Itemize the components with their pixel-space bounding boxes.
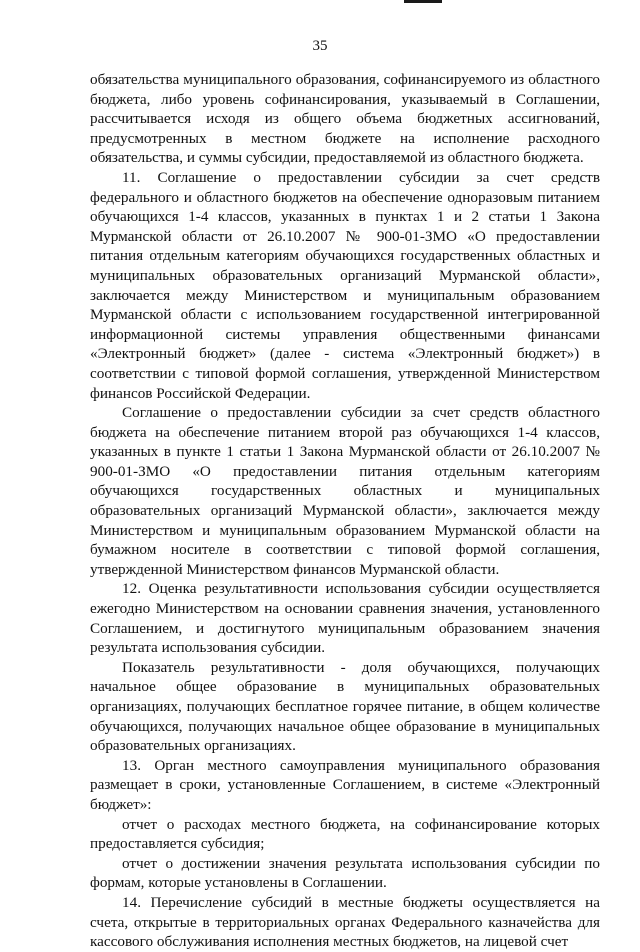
paragraph-expense-report: отчет о расходах местного бюджета, на софинансирование которых предоставляется субсидия; (90, 815, 600, 853)
scan-edge-mark (404, 0, 442, 3)
paragraph-clause-12: 12. Оценка результативности использования субсидии осуществляется ежегодно Министерством на основании сравнения значения, установленного Соглашением, и достигнутого муниципальным образованием значения результата использования субсидии. (90, 580, 600, 657)
paragraph-result-report: отчет о достижении значения результата использования субсидии по формам, которые установлены в Соглашении. (90, 854, 600, 892)
paragraph-clause-11-second-agreement: Соглашение о предоставлении субсидии за счет средств областного бюджета на обеспечение питанием второй раз обучающихся 1-4 классов, указанных в пункте 1 статьи 1 Закона Мурманской области от 26.10.2007 № 900-01-ЗМО «О предоставлении питания отдельным категориям обучающихся государственных областных и муниципальных образовательных организаций Мурманской области», заключается между Министерством и муниципальным образованием Мурманской области на бумажном носителе в соответствии с типовой формой соглашения, утвержденной Министерством финансов Мурманской области. (90, 404, 600, 578)
paragraph-continuation: обязательства муниципального образования, софинансируемого из областного бюджета, либо уровень софинансирования, указываемый в Соглашении, рассчитывается исходя из общего объема бюджетных ассигнований, предусмотренных в местном бюджете на исполнение расходного обязательства, и суммы субсидии, предоставляемой из областного бюджета. (90, 71, 600, 167)
paragraph-performance-indicator: Показатель результативности - доля обучающихся, получающих начальное общее образование в муниципальных образовательных организациях, получающих бесплатное горячее питание, в общем количестве обучающихся, получающих начальное общее образование в муниципальных образовательных организациях. (90, 658, 600, 755)
paragraph-clause-11: 11. Соглашение о предоставлении субсидии за счет средств федерального и областного бюджетов на обеспечение одноразовым питанием обучающихся 1-4 классов, указанных в пунктах 1 и 2 статьи 1 Закона Мурманской области от 26.10.2007 № 900-01-ЗМО «О предоставлении питания отдельным категориям обучающихся государственных областных и муниципальных образовательных организаций Мурманской области», заключается между Министерством и муниципальным образованием Мурманской области с использованием государственной интегрированной информационной системы управления общественными финансами «Электронный бюджет» (далее - система «Электронный бюджет») в соответствии с типовой формой соглашения, утвержденной Министерством финансов Российской Федерации. (90, 168, 600, 402)
paragraph-clause-14: 14. Перечисление субсидий в местные бюджеты осуществляется на счета, открытые в территориальных органах Федерального казначейства для кассового обслуживания исполнения местных бюджетов, на лицевой счет (90, 893, 600, 951)
document-body (90, 70, 600, 952)
paragraph-clause-13: 13. Орган местного самоуправления муниципального образования размещает в сроки, установленные Соглашением, в системе «Электронный бюджет»: (90, 756, 600, 813)
page-number: 35 (312, 38, 328, 54)
